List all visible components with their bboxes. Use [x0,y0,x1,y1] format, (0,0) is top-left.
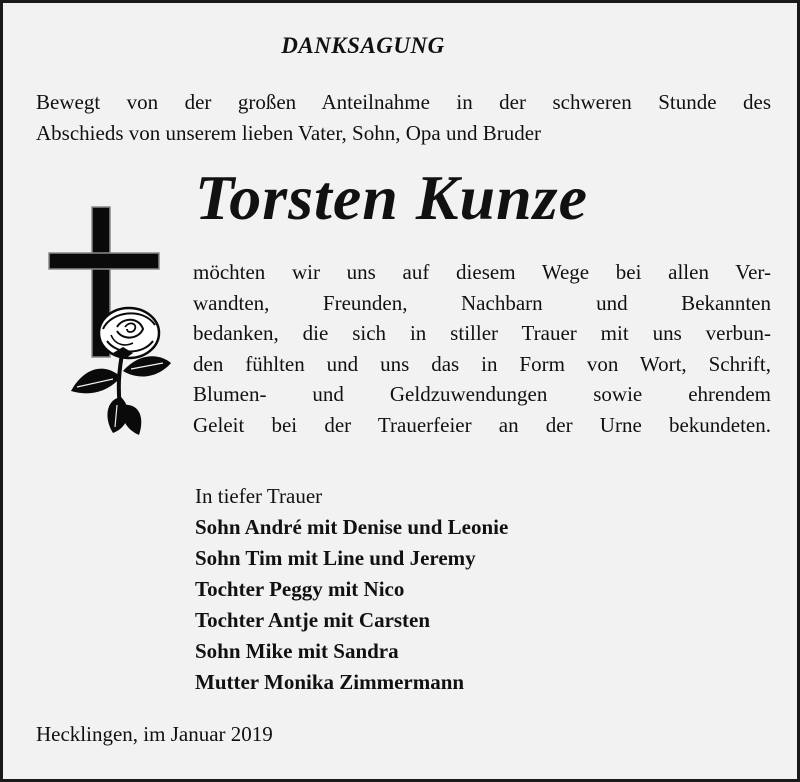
intro-text [36,87,771,149]
deceased-name: Torsten Kunze [195,162,588,233]
thanks-line: Geleit bei der Trauerfeier an der Urne bekundeten. [193,412,771,437]
thanks-line: den fühlten und uns das in Form von Wort, Schrift, [193,351,771,376]
place-date: Hecklingen, im Januar 2019 [36,722,273,746]
mourner-name: Tochter Peggy mit Nico [195,577,405,601]
mourner-name: Sohn Mike mit Sandra [195,639,399,663]
mourner-name: Sohn André mit Denise und Leonie [195,515,509,539]
thanks-text [193,257,771,440]
mourner-name: Sohn Tim mit Line und Jeremy [195,546,476,570]
intro-line: Abschieds von unserem lieben Vater, Sohn, Opa und Bruder [36,121,542,145]
mourner-name: Mutter Monika Zimmermann [195,670,465,694]
intro-line: Bewegt von der großen Anteilnahme in der schweren Stunde des [36,90,771,114]
cross-with-rose-icon [43,201,173,439]
thanks-line: möchten wir uns auf diesem Wege bei allen Ver- [193,260,771,284]
mourner-name: Tochter Antje mit Carsten [195,608,431,632]
notice-heading: DANKSAGUNG [281,33,445,58]
thanks-line: wandten, Freunden, Nachbarn und Bekannten [193,290,771,315]
thanks-line: bedanken, die sich in stiller Trauer mit uns verbun- [193,321,771,345]
mourning-label: In tiefer Trauer [195,484,323,508]
thanks-line: Blumen- und Geldzuwendungen sowie ehrendem [193,382,771,406]
mourners-list [195,481,755,698]
